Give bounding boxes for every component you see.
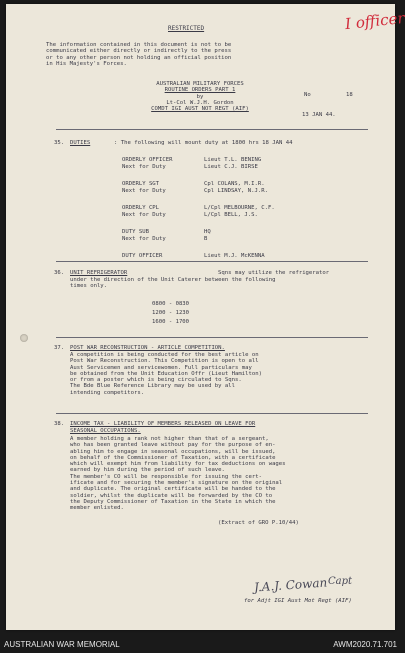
section-line: A competition is being conducted for the best article on [70,352,259,358]
org-line: AUSTRALIAN MILITARY FORCES [156,81,244,87]
section-line: and duplicate. The original certificate will be handed to the [70,486,276,493]
section-line: Post War Reconstruction. This Competition is open to all [70,358,259,365]
section-line: Aust Servicemen and servicewomen. Full particulars may [70,364,252,371]
archive-id: AWM2020.71.701 [333,640,397,649]
notice-line: in His Majesty's Forces. [46,60,127,67]
section-line: be obtained from the Unit Education Offr (Lieut Hamilton) [70,370,262,377]
section-line: under the direction of the Unit Caterer between the following [70,277,276,283]
section-divider [56,337,368,338]
section-divider [56,261,368,262]
order-number: 18 [346,92,353,98]
section-line: soldier, whilst the duplicate will be forwarded by the CO to [70,492,273,499]
section-line: abling him to engage in seasonal occupations, will be issued, [70,448,276,455]
signature-block: for Adjt IGI Aust Mot Regt (AIF) [244,598,352,604]
section-title: DUTIES [70,140,91,146]
section-line: earned by him during the period of such leave. [70,467,225,474]
org-line: COMDT IGI AUST NOT REGT (AIF) [151,106,249,113]
duty-name: Cpl COLANS, M.I.R. [204,181,265,187]
section-number: 37. [54,345,65,351]
section-title: POST WAR RECONSTRUCTION - ARTICLE COMPETITION. [70,345,225,351]
duty-row [122,253,275,260]
section-line: which will exempt him from liability for tax deductions on wages [70,461,286,468]
section-line: ificate and for securing the member's signature on the original [70,480,283,487]
document-page [6,4,405,630]
security-notice [46,42,231,67]
duty-role: Next for Duty [122,188,166,194]
section-body [70,352,262,396]
duty-name: Lieut C.J. BIRSE [204,164,258,170]
section-line: Sqns may utilize the refrigerator [218,270,330,276]
punch-hole [20,334,28,342]
duty-name: Lieut T.L. BENING [204,157,262,163]
duty-row [122,205,275,212]
section-line: The Bde Blue Reference Library may be used by all [70,383,236,390]
archive-footer [0,636,403,653]
duty-row [122,212,275,219]
notice-line: or to any other person not holding an official position [46,54,232,61]
duty-row [122,181,275,188]
duty-role: ORDERLY OFFICER [122,157,173,163]
section-body [70,277,275,290]
section-number: 36. [54,270,65,276]
handwritten-annotation: I officer [344,8,405,34]
section-title: INCOME TAX - LIABILITY OF MEMBERS RELEASED ON LEAVE FOR [70,421,256,427]
section-divider [56,129,368,130]
duty-role: Next for Duty [122,236,166,242]
time-slot: 1600 - 1700 [152,319,190,325]
duty-name: L/Cpl MELBOURNE, C.F. [204,205,275,211]
section-number: 38. [54,421,65,427]
order-number-label: No [304,92,311,98]
section-line: member enlisted. [70,505,124,512]
extract-reference: (Extract of GRO P.10/44) [218,520,299,526]
duty-row [122,188,275,195]
org-line: ROUTINE ORDERS PART 1 [164,87,236,94]
section-number: 35. [54,140,65,146]
duty-name: HQ [204,229,211,235]
section-body [70,436,286,512]
duty-role: ORDERLY SGT [122,181,160,187]
section-line: times only. [70,283,108,290]
org-line: by [196,93,204,100]
org-line: Lt-Col W.J.H. Gordon [166,99,234,106]
notice-line: The information contained in this document is not to be [46,42,232,48]
duty-row [122,236,275,243]
duty-row [122,157,275,164]
duty-row [122,164,275,171]
duty-role: Next for Duty [122,212,166,218]
section-intro: : The following will mount duty at 1800 hrs 18 JAN 44 [114,140,293,146]
section-line: on behalf of the Commissioner of Taxation, with a certificate [70,454,276,461]
refrigerator-times [152,300,189,327]
section-line: the Deputy Commissioner of Taxation in the State in which the [70,498,276,505]
section-title-cont: SEASONAL OCCUPATIONS. [70,428,141,434]
archive-name: AUSTRALIAN WAR MEMORIAL [4,640,120,649]
time-slot: 1200 - 1230 [152,310,190,316]
duty-name: Cpl LINDSAY, N.J.R. [204,188,268,194]
duty-name: L/Cpl BELL, J.S. [204,212,258,218]
notice-line: communicated either directly or indirectly to the press [46,48,232,55]
classification-heading: RESTRICTED [168,25,205,32]
time-slot: 0800 - 0830 [152,301,190,307]
signature-rank: Capt [328,576,353,587]
duty-role: ORDERLY CPL [122,205,160,211]
duty-roster [122,157,275,260]
section-line: who has been granted leave without pay for the purpose of en- [70,442,276,449]
section-line: The member's CO will be responsible for issuing the cert- [70,473,262,480]
section-line: intending competitors. [70,389,145,396]
duty-role: DUTY OFFICER [122,253,163,259]
section-divider [56,413,368,414]
handwritten-signature: J.A.J. Cowan [253,575,328,595]
duty-role: Next for Duty [122,164,166,170]
section-title: UNIT REFRIGERATOR [70,270,128,276]
duty-row [122,229,275,236]
duty-role: DUTY SUB [122,229,149,235]
duty-name: Lieut M.J. McKENNA [204,253,265,259]
section-line: A member holding a rank not higher than that of a sergeant, [70,436,269,442]
section-line: or from a poster which is being circulated to Sqns. [70,377,242,384]
order-heading-block [150,81,250,112]
duty-name: B [204,236,208,242]
order-date: 13 JAN 44. [302,112,336,118]
